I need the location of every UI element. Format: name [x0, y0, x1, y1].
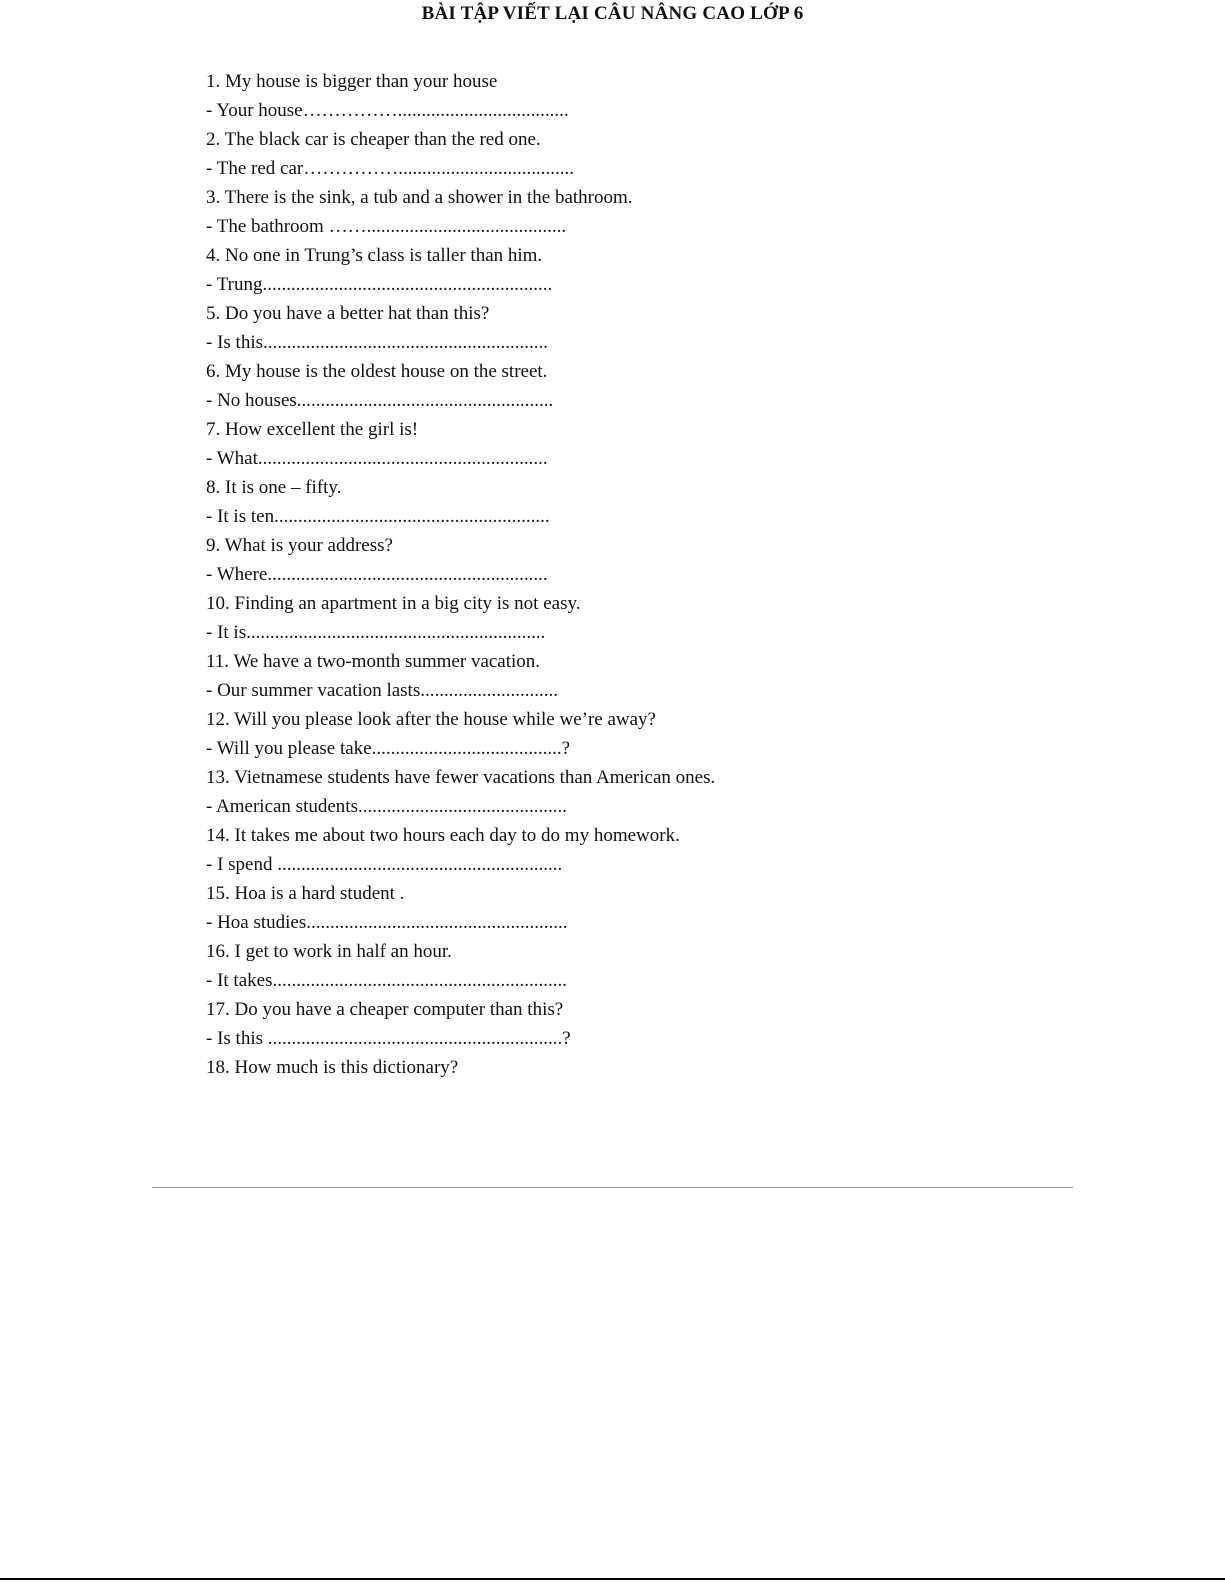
exercise-question: 2. The black car is cheaper than the red one. [206, 129, 541, 150]
page-separator [152, 1187, 1073, 1188]
exercise-question: 16. I get to work in half an hour. [206, 941, 452, 962]
bottom-rule [0, 1578, 1225, 1580]
exercise-question: 14. It takes me about two hours each day to do my homework. [206, 825, 680, 846]
exercise-question: 18. How much is this dictionary? [206, 1057, 459, 1078]
exercise-answer-prompt: - Hoa studies....................................................... [206, 912, 568, 933]
exercise-question: 13. Vietnamese students have fewer vacations than American ones. [206, 767, 716, 788]
exercise-question: 1. My house is bigger than your house [206, 71, 498, 92]
exercise-question: 17. Do you have a cheaper computer than this? [206, 999, 564, 1020]
exercise-answer-prompt: - The red car……………..................................... [206, 158, 574, 179]
exercise-answer-prompt: - Where........................................................... [206, 564, 548, 585]
exercise-question: 15. Hoa is a hard student . [206, 883, 405, 904]
exercise-answer-prompt: - Is this............................................................ [206, 332, 548, 353]
exercise-answer-prompt: - No houses...................................................... [206, 390, 554, 411]
exercise-question: 6. My house is the oldest house on the street. [206, 361, 548, 382]
exercise-question: 11. We have a two-month summer vacation. [206, 651, 541, 672]
exercise-answer-prompt: - It is............................................................... [206, 622, 546, 643]
exercise-question: 8. It is one – fifty. [206, 477, 342, 498]
exercise-question: 10. Finding an apartment in a big city is not easy. [206, 593, 581, 614]
exercise-answer-prompt: - Our summer vacation lasts............................. [206, 680, 558, 701]
exercise-answer-prompt: - What............................................................. [206, 448, 548, 469]
exercise-question: 7. How excellent the girl is! [206, 419, 419, 440]
exercise-answer-prompt: - American students............................................ [206, 796, 567, 817]
exercise-question: 5. Do you have a better hat than this? [206, 303, 490, 324]
exercise-question: 4. No one in Trung’s class is taller than him. [206, 245, 543, 266]
exercise-list [206, 67, 1006, 1082]
exercise-answer-prompt: - Trung............................................................. [206, 274, 553, 295]
exercise-answer-prompt: - It is ten.......................................................... [206, 506, 550, 527]
exercise-question: 9. What is your address? [206, 535, 393, 556]
exercise-answer-prompt: - Is this ..............................................................? [206, 1028, 571, 1049]
exercise-question: 12. Will you please look after the house while we’re away? [206, 709, 656, 730]
exercise-question: 3. There is the sink, a tub and a shower in the bathroom. [206, 187, 633, 208]
exercise-answer-prompt: - Will you please take........................................? [206, 738, 571, 759]
exercise-answer-prompt: - Your house…………….................................... [206, 100, 569, 121]
exercise-answer-prompt: - The bathroom …….......................................... [206, 216, 567, 237]
document-title: BÀI TẬP VIẾT LẠI CÂU NÂNG CAO LỚP 6 [421, 3, 804, 24]
exercise-answer-prompt: - It takes.............................................................. [206, 970, 567, 991]
exercise-answer-prompt: - I spend ............................................................ [206, 854, 563, 875]
